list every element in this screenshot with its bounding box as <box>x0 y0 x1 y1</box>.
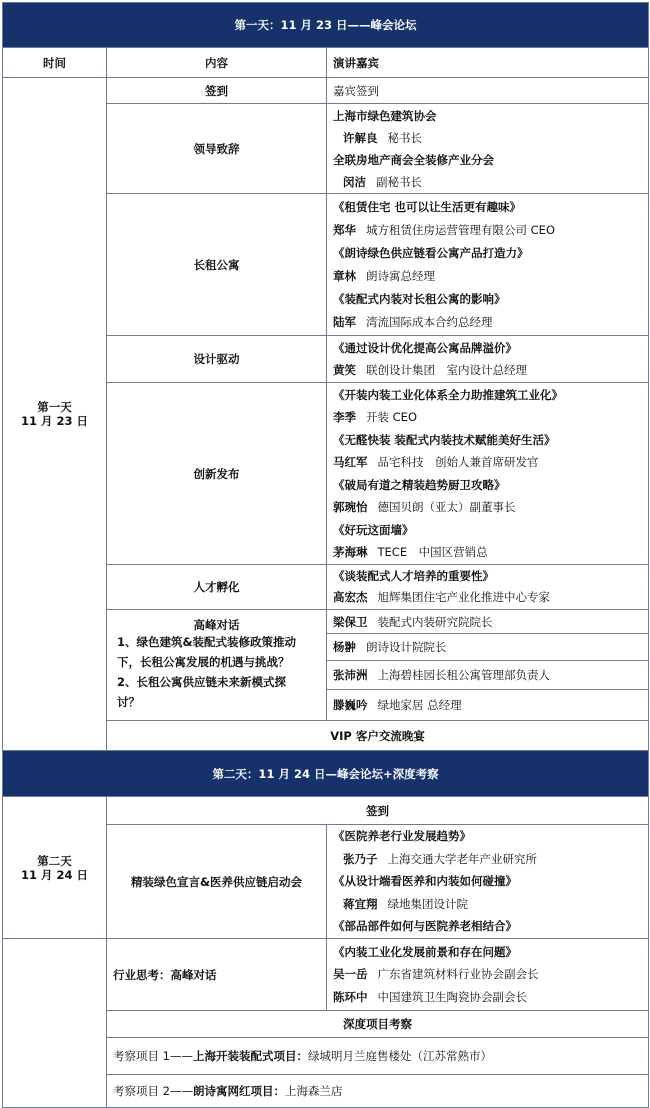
speaker-role: 绿地集团设计院 <box>387 896 468 911</box>
talk-title: 《破局有道之精装趋势厨卫攻略》 <box>333 477 506 492</box>
panelist-cell <box>327 634 649 661</box>
dialogue-line: 1、绿色建筑&装配式装修政策推动 <box>117 635 297 649</box>
day1-signin-detail: 嘉宾签到 <box>327 78 649 104</box>
speaker-role: 广东省建筑材料行业协会副会长 <box>377 967 539 982</box>
leaders-details <box>327 104 649 194</box>
design-details <box>327 336 649 383</box>
leaders-org: 全联房地产商会全装修产业分会 <box>333 152 494 167</box>
panelist-cell <box>327 690 649 721</box>
speaker-role: 秘书长 <box>387 130 422 145</box>
inspection-item <box>107 1038 649 1075</box>
talk-title: 《内装工业化发展前景和存在问题》 <box>333 944 517 959</box>
speaker-role: 品宅科技 创始人兼首席研发官 <box>377 455 539 469</box>
talk-title: 《开装内装工业化体系全力助推建筑工业化》 <box>333 387 563 402</box>
speaker-role: 开装 CEO <box>366 410 418 424</box>
innovation-details <box>327 383 649 565</box>
speaker-name: 郑华 <box>333 222 356 237</box>
talk-title: 《装配式内装对长租公寓的影响》 <box>333 291 506 306</box>
speaker-name: 郭琬怡 <box>333 500 368 514</box>
speaker-name: 张乃子 <box>343 851 378 866</box>
speaker-role: 朗诗设计院院长 <box>366 640 447 654</box>
inspection-header: 深度项目考察 <box>107 1011 649 1038</box>
speaker-role: 上海交通大学老年产业研究所 <box>387 851 537 866</box>
speaker-role: 装配式内装研究院院长 <box>377 614 493 629</box>
topic-innovation: 创新发布 <box>107 383 327 565</box>
talk-title: 《好玩这面墙》 <box>333 522 414 537</box>
speaker-name: 陆军 <box>333 314 356 329</box>
speaker-name: 梁保卫 <box>333 614 368 629</box>
launch-details <box>327 825 649 939</box>
header-speakers: 演讲嘉宾 <box>327 48 649 78</box>
talk-title: 《部品部件如何与医院养老相结合》 <box>333 919 517 934</box>
day1-label: 第一天 <box>37 400 72 414</box>
day2-banner: 第二天：11 月 24 日—峰会论坛+深度考察 <box>3 751 649 797</box>
speaker-role: 副秘书长 <box>376 174 422 189</box>
talk-title: 《谈装配式人才培养的重要性》 <box>333 569 494 583</box>
topic-rental: 长租公寓 <box>107 194 327 336</box>
speaker-role: 湾流国际成本合约总经理 <box>366 314 493 329</box>
talk-title: 《朗诗绿色供应链看公寓产品打造力》 <box>333 245 529 260</box>
header-content: 内容 <box>107 48 327 78</box>
leaders-org: 上海市绿色建筑协会 <box>333 108 437 123</box>
topic-launch: 精装绿色宣言&医养供应链启动会 <box>107 825 327 939</box>
speaker-role: 上海碧桂园长租公寓管理部负责人 <box>377 668 550 682</box>
day2-date: 11 月 24 日 <box>20 867 89 882</box>
header-time: 时间 <box>3 48 107 78</box>
inspection-prefix: 考察项目 2—— <box>113 1084 193 1098</box>
vip-dinner: VIP 客户交流晚宴 <box>107 721 649 751</box>
speaker-name: 高宏杰 <box>333 590 368 604</box>
speaker-name: 李季 <box>333 410 356 424</box>
day1-date: 11 月 23 日 <box>20 414 89 428</box>
inspection-item <box>107 1075 649 1108</box>
topic-design: 设计驱动 <box>107 336 327 383</box>
talk-title: 《医院养老行业发展趋势》 <box>333 829 471 844</box>
inspection-detail: 绿城明月兰庭售楼处（江苏常熟市） <box>307 1049 492 1063</box>
speaker-name: 陈环中 <box>333 989 368 1004</box>
day2-signin: 签到 <box>107 797 649 825</box>
speaker-name: 许解良 <box>343 130 378 145</box>
talk-title: 《从设计端看医养和内装如何碰撞》 <box>333 874 517 889</box>
inspection-name: 上海开装装配式项目： <box>192 1049 308 1063</box>
speaker-role: 中国建筑卫生陶瓷协会副会长 <box>377 989 527 1004</box>
speaker-name: 章林 <box>333 268 356 283</box>
speaker-name: 滕巍吟 <box>333 698 368 712</box>
talk-title: 《租赁住宅 也可以让生活更有趣味》 <box>333 199 522 214</box>
day1-banner: 第一天：11 月 23 日——峰会论坛 <box>3 3 649 48</box>
speaker-role: 联创设计集团 室内设计总经理 <box>366 363 527 377</box>
dialogue-line: 下，长租公寓发展的机遇与挑战？ <box>117 655 290 669</box>
inspection-detail: 上海森兰店 <box>284 1084 343 1098</box>
dialogue-line: 2、长租公寓供应链未来新模式探 <box>117 675 286 689</box>
speaker-role: 朗诗寓总经理 <box>366 268 435 283</box>
topic-industry: 行业思考：高峰对话 <box>107 939 327 1011</box>
dialogue-title: 高峰对话 <box>193 618 240 632</box>
day2-label: 第二天 <box>37 853 72 868</box>
talent-details <box>327 565 649 610</box>
panelist-cell <box>327 661 649 690</box>
dialogue-topic-cell <box>107 610 327 721</box>
speaker-name: 黄笑 <box>333 363 356 377</box>
day1-signin-label: 签到 <box>107 78 327 104</box>
day1-time-cell <box>3 78 107 751</box>
panelist-cell <box>327 610 649 634</box>
speaker-role: 德国贝朗（亚太）副董事长 <box>377 500 516 514</box>
speaker-role: 绿地家居 总经理 <box>377 698 462 712</box>
inspection-prefix: 考察项目 1—— <box>113 1049 193 1063</box>
talk-title: 《无醛快装 装配式内装技术赋能美好生活》 <box>333 432 556 447</box>
topic-leaders: 领导致辞 <box>107 104 327 194</box>
agenda-table <box>2 2 649 1108</box>
dialogue-line: 讨？ <box>117 695 140 709</box>
speaker-name: 马红军 <box>333 455 368 469</box>
day2-empty-time-cell <box>3 939 107 1108</box>
speaker-name: 闵洁 <box>343 174 366 189</box>
speaker-role: TECE 中国区营销总 <box>377 545 488 559</box>
day2-time-cell <box>3 797 107 939</box>
rental-details <box>327 194 649 336</box>
speaker-role: 旭辉集团住宅产业化推进中心专家 <box>377 590 550 604</box>
speaker-name: 张沛洲 <box>333 668 368 682</box>
speaker-name: 吴一岳 <box>333 967 368 982</box>
topic-talent: 人才孵化 <box>107 565 327 610</box>
speaker-name: 茅海琳 <box>333 545 368 559</box>
industry-details <box>327 939 649 1011</box>
inspection-name: 朗诗寓网红项目： <box>192 1084 285 1098</box>
speaker-name: 杨翀 <box>333 640 356 654</box>
talk-title: 《通过设计优化提高公寓品牌溢价》 <box>333 341 517 355</box>
speaker-name: 蒋宜翔 <box>343 896 378 911</box>
speaker-role: 城方租赁住房运营管理有限公司 CEO <box>366 222 556 237</box>
